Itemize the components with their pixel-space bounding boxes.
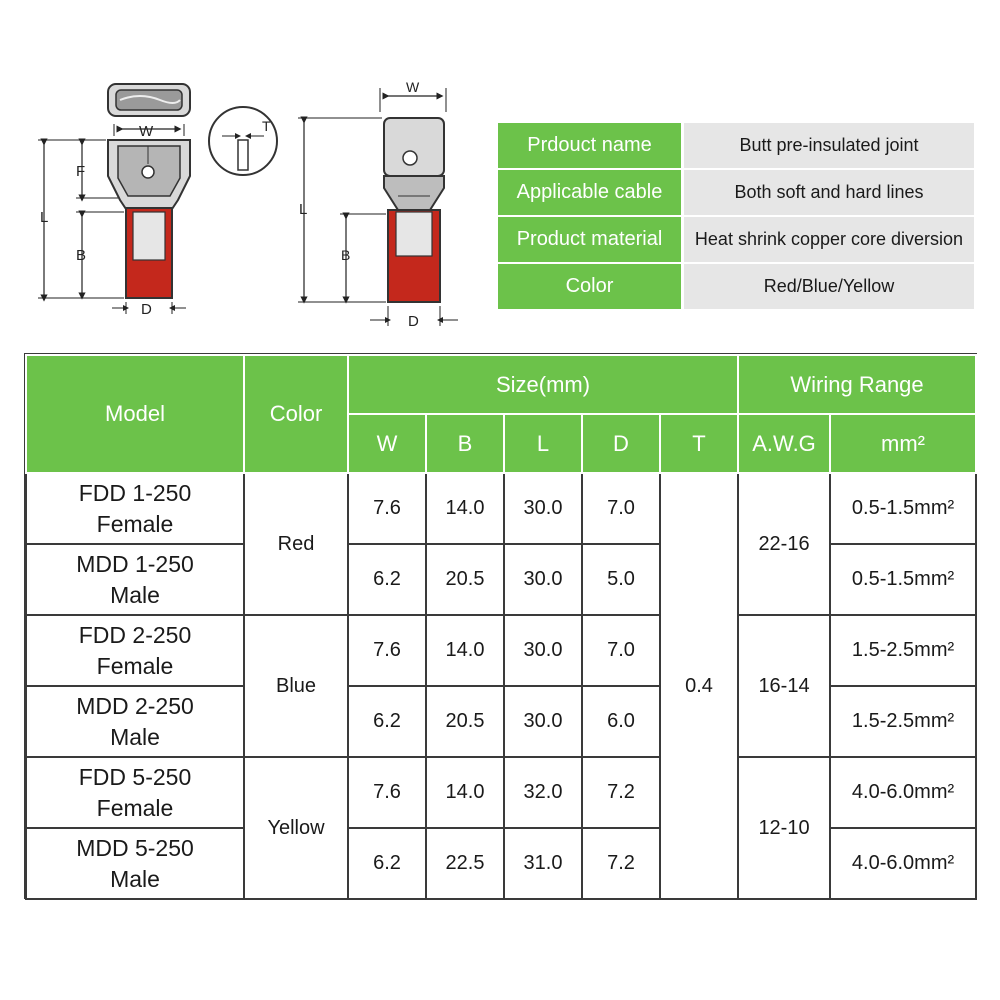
info-value: Butt pre-insulated joint <box>684 123 974 168</box>
model-code: FDD 2-250 <box>78 621 192 648</box>
mm2-cell: 0.5-1.5mm² <box>830 473 976 544</box>
info-row <box>498 217 974 262</box>
b-cell: 14.0 <box>426 473 504 544</box>
product-info-table <box>498 121 974 311</box>
female-b-label: B <box>76 247 87 264</box>
male-b-label: B <box>341 247 351 263</box>
header-awg: A.W.G <box>738 414 830 473</box>
mm2-cell: 1.5-2.5mm² <box>830 615 976 686</box>
male-l-label: L <box>299 201 308 218</box>
table-row <box>26 544 976 615</box>
female-w-label: W <box>139 123 154 140</box>
b-cell: 22.5 <box>426 828 504 899</box>
header-color: Color <box>244 355 348 473</box>
model-gender: Female <box>96 652 174 679</box>
model-gender: Male <box>110 581 160 608</box>
mm2-cell: 4.0-6.0mm² <box>830 757 976 828</box>
table-row <box>26 828 976 899</box>
model-code: MDD 5-250 <box>76 834 194 861</box>
male-w-label: W <box>406 79 420 95</box>
l-cell: 31.0 <box>504 828 582 899</box>
model-cell <box>26 473 244 544</box>
l-cell: 30.0 <box>504 544 582 615</box>
table-row <box>26 473 976 544</box>
b-cell: 14.0 <box>426 757 504 828</box>
model-cell <box>26 544 244 615</box>
header-size: Size(mm) <box>348 355 738 414</box>
info-value: Heat shrink copper core diversion <box>684 217 974 262</box>
mm2-cell: 0.5-1.5mm² <box>830 544 976 615</box>
table-row <box>26 757 976 828</box>
model-cell <box>26 828 244 899</box>
color-cell: Blue <box>244 615 348 757</box>
male-terminal-drawing <box>298 79 458 330</box>
l-cell: 32.0 <box>504 757 582 828</box>
model-cell <box>26 757 244 828</box>
female-terminal-drawing <box>38 84 277 318</box>
d-cell: 5.0 <box>582 544 660 615</box>
model-gender: Male <box>110 723 160 750</box>
awg-cell: 16-14 <box>738 615 830 757</box>
w-cell: 7.6 <box>348 757 426 828</box>
info-label: Prdouct name <box>498 123 684 168</box>
b-cell: 14.0 <box>426 615 504 686</box>
info-row <box>498 170 974 215</box>
model-code: FDD 5-250 <box>78 763 192 790</box>
mm2-cell: 1.5-2.5mm² <box>830 686 976 757</box>
header-d: D <box>582 414 660 473</box>
female-l-label: L <box>40 209 49 226</box>
info-label: Applicable cable <box>498 170 684 215</box>
header-model: Model <box>26 355 244 473</box>
female-t-label: T <box>262 118 271 134</box>
d-cell: 7.0 <box>582 473 660 544</box>
d-cell: 7.2 <box>582 828 660 899</box>
color-cell: Yellow <box>244 757 348 899</box>
female-f-label: F <box>76 163 86 180</box>
info-row <box>498 264 974 309</box>
female-d-label: D <box>141 301 152 318</box>
info-row <box>498 123 974 168</box>
header-t: T <box>660 414 738 473</box>
d-cell: 6.0 <box>582 686 660 757</box>
d-cell: 7.2 <box>582 757 660 828</box>
header-wiring-range: Wiring Range <box>738 355 976 414</box>
l-cell: 30.0 <box>504 615 582 686</box>
t-cell: 0.4 <box>660 473 738 899</box>
w-cell: 7.6 <box>348 615 426 686</box>
terminal-drawings <box>0 0 480 340</box>
l-cell: 30.0 <box>504 473 582 544</box>
b-cell: 20.5 <box>426 544 504 615</box>
l-cell: 30.0 <box>504 686 582 757</box>
info-value: Red/Blue/Yellow <box>684 264 974 309</box>
mm2-cell: 4.0-6.0mm² <box>830 828 976 899</box>
header-l: L <box>504 414 582 473</box>
male-d-label: D <box>408 313 419 330</box>
info-value: Both soft and hard lines <box>684 170 974 215</box>
model-code: MDD 2-250 <box>76 692 194 719</box>
model-gender: Female <box>96 510 174 537</box>
table-row <box>26 686 976 757</box>
awg-cell: 12-10 <box>738 757 830 899</box>
w-cell: 6.2 <box>348 544 426 615</box>
awg-cell: 22-16 <box>738 473 830 615</box>
model-code: FDD 1-250 <box>78 479 192 506</box>
header-w: W <box>348 414 426 473</box>
d-cell: 7.0 <box>582 615 660 686</box>
table-row <box>26 615 976 686</box>
w-cell: 6.2 <box>348 686 426 757</box>
info-label: Product material <box>498 217 684 262</box>
model-code: MDD 1-250 <box>76 550 194 577</box>
model-gender: Male <box>110 865 160 892</box>
w-cell: 6.2 <box>348 828 426 899</box>
w-cell: 7.6 <box>348 473 426 544</box>
color-cell: Red <box>244 473 348 615</box>
model-cell <box>26 686 244 757</box>
info-label: Color <box>498 264 684 309</box>
model-gender: Female <box>96 794 174 821</box>
header-mm2: mm² <box>830 414 976 473</box>
model-cell <box>26 615 244 686</box>
header-b: B <box>426 414 504 473</box>
spec-table <box>25 354 977 900</box>
b-cell: 20.5 <box>426 686 504 757</box>
